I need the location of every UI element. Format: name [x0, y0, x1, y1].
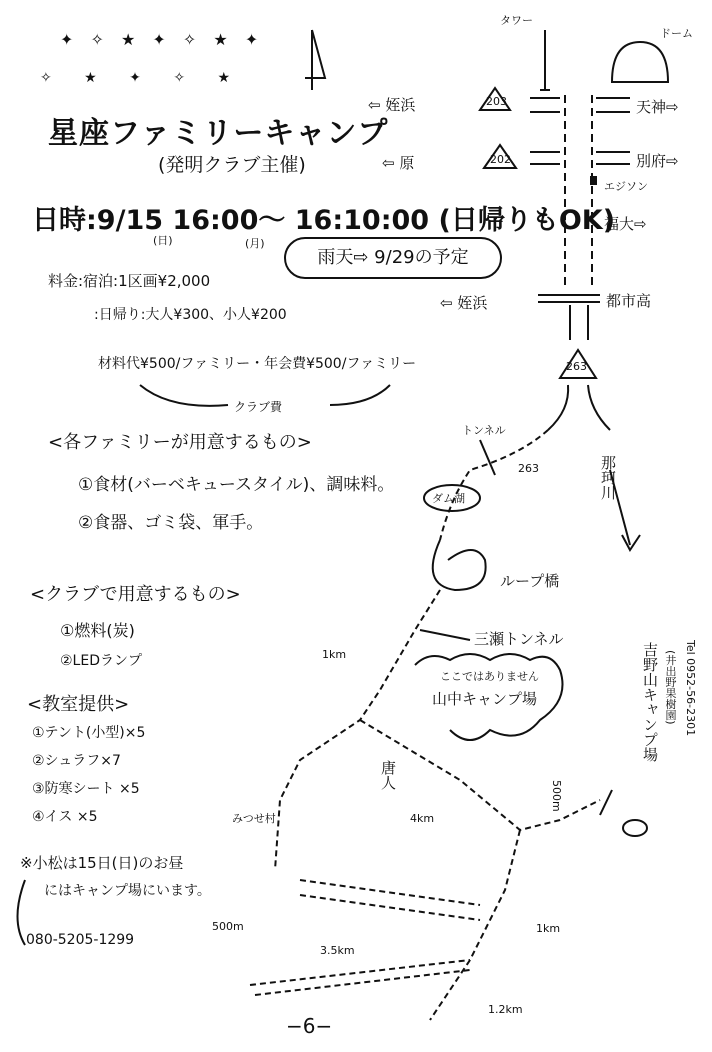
family-item-2: ②食器、ゴミ袋、軍手。 — [78, 513, 264, 533]
map-hara: ⇦ 原 — [382, 154, 415, 172]
map-dist-500m-a: 500m — [550, 780, 563, 812]
map-road-263b: 263 — [518, 462, 539, 475]
club-item-2: ②LEDランプ — [60, 653, 142, 669]
main-road-south — [570, 305, 588, 340]
camp-marker — [623, 820, 647, 836]
loop-bridge — [433, 540, 486, 590]
map-road-203: 203 — [486, 95, 507, 108]
dome-drawing — [612, 42, 668, 82]
map-toshiko: 都市高 — [606, 292, 652, 310]
map-kurei: 唐人 — [379, 760, 397, 790]
room-items-heading: <教室提供> — [27, 694, 130, 715]
end-day-of-week: (月) — [245, 237, 265, 250]
page-title: 星座ファミリーキャンプ — [48, 116, 389, 151]
map-road-263a: 263 — [566, 360, 587, 373]
map-dist-35km: 3.5km — [320, 944, 355, 957]
map-road-202: 202 — [490, 153, 511, 166]
family-item-1: ①食材(バーベキュースタイル)、調味料。 — [78, 475, 395, 495]
stars-decoration: ✦ ✧ ★ ✦ ✧ ★ ✦ — [60, 30, 265, 49]
street-toshiko — [538, 295, 600, 302]
map-dist-1km-a: 1km — [322, 648, 347, 661]
note-bracket — [18, 880, 26, 945]
room-item-1: ①テント(小型)×5 — [32, 725, 146, 741]
page-subtitle: (発明クラブ主催) — [158, 154, 306, 176]
club-items-heading: <クラブで用意するもの> — [30, 584, 241, 605]
tunnel-arrow — [480, 440, 495, 475]
note-line-1: ※小松は15日(日)のお昼 — [20, 854, 184, 872]
road-bottom — [250, 960, 470, 995]
map-yamanaka-camp: 山中キャンプ場 — [432, 690, 538, 708]
fee-stay: 料金:宿泊:1区画¥2,000 — [48, 272, 211, 290]
club-item-1: ①燃料(炭) — [60, 621, 135, 640]
map-meinohama-1: ⇦ 姪浜 — [368, 96, 416, 114]
map-camp-name: 吉野山キャンプ場 — [641, 642, 659, 762]
street-203 — [530, 98, 630, 112]
club-pays-label: クラブ費 — [234, 400, 283, 414]
map-dist-12km: 1.2km — [488, 1003, 523, 1016]
room-item-3: ③防寒シート ×5 — [32, 781, 140, 797]
map-dome: ドーム — [660, 27, 693, 40]
tower-drawing — [540, 30, 550, 90]
extra-fees: 材料代¥500/ファミリー・年会費¥500/ファミリー — [98, 356, 417, 372]
map-dist-1km-b: 1km — [536, 922, 561, 935]
road-fork — [548, 385, 610, 430]
road-south — [275, 590, 440, 870]
note-line-2: にはキャンプ場にいます。 — [44, 883, 211, 899]
road-crossing — [300, 880, 480, 920]
map-tunnel: トンネル — [462, 424, 506, 437]
map-not-here: ここではありません — [440, 670, 539, 683]
map-fukudai: 福大⇨ — [604, 215, 647, 233]
main-road — [565, 95, 592, 290]
road-east — [430, 830, 520, 1020]
contact-phone: 080-5205-1299 — [26, 932, 135, 948]
map-misemura: みつせ村 — [232, 812, 276, 825]
room-item-4: ④イス ×5 — [32, 809, 98, 825]
map-tenjin: 天神⇨ — [636, 98, 679, 116]
map-dist-4km: 4km — [410, 812, 435, 825]
map-camp-sub: (井出野果樹園) — [664, 650, 677, 725]
room-item-2: ②シュラフ×7 — [32, 753, 121, 769]
street-202 — [530, 152, 630, 164]
start-day-of-week: (日) — [153, 234, 173, 247]
map-naka-river: 那珂川 — [599, 455, 617, 500]
flag-mark — [305, 30, 325, 90]
map-tower: タワー — [500, 14, 533, 27]
map-loop-bridge: ループ橋 — [500, 572, 560, 590]
map-dist-500m-b: 500m — [212, 920, 244, 933]
map-dam-lake: ダム湖 — [432, 492, 465, 505]
map-camp-tel: Tel 0952-56-2301 — [684, 640, 697, 737]
event-datetime: 日時:9/15 16:00〜 16:10:00 (日帰りもOK) — [32, 205, 616, 236]
club-fee-bracket — [140, 385, 390, 406]
map-eneos: エジソン — [604, 180, 648, 193]
camp-arrow — [600, 790, 612, 815]
rain-date-badge: 雨天⇨ 9/29の予定 — [284, 237, 502, 279]
map-beppu: 別府⇨ — [636, 152, 679, 170]
family-items-heading: <各ファミリーが用意するもの> — [48, 432, 312, 453]
mise-tunnel-arrow — [420, 630, 470, 640]
stars-decoration-2: ✧ ★ ✦ ✧ ★ — [40, 70, 245, 86]
map-mise-tunnel: 三瀬トンネル — [474, 630, 564, 648]
page-number: −6− — [286, 1014, 333, 1038]
fee-day: :日帰り:大人¥300、小人¥200 — [94, 307, 287, 323]
map-meinohama-2: ⇦ 姪浜 — [440, 294, 488, 312]
eneos-marker — [590, 176, 597, 185]
